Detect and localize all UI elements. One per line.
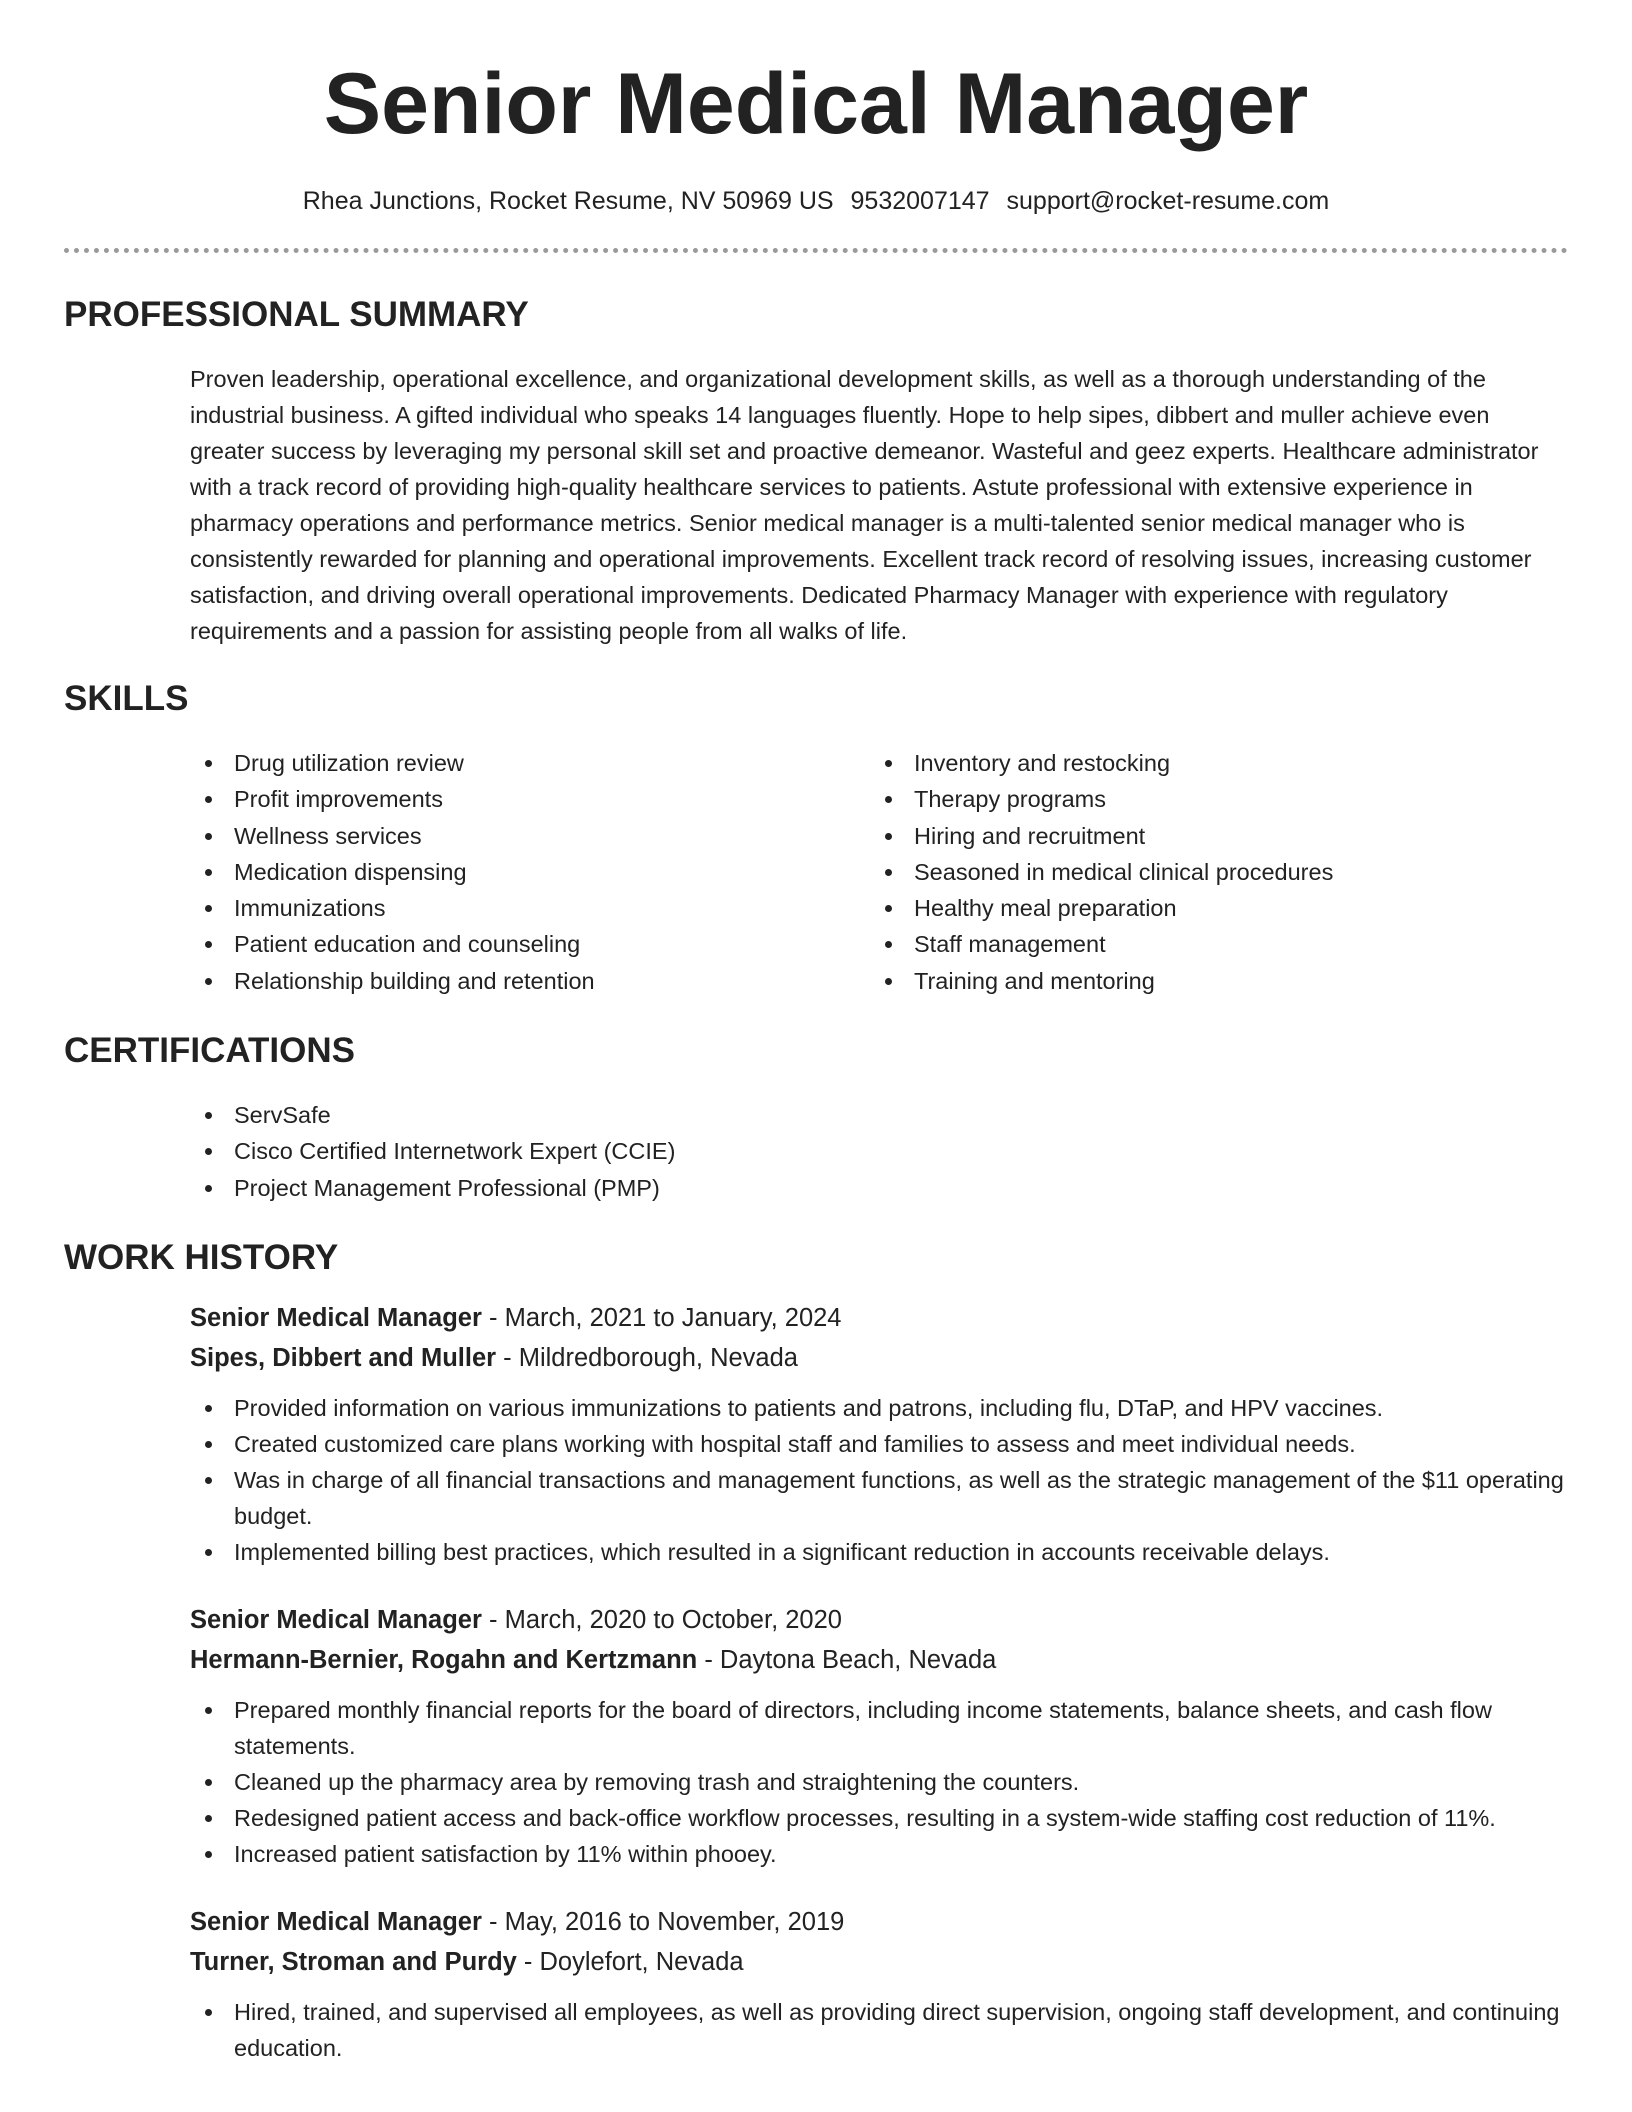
skill-item: Training and mentoring <box>870 963 1550 999</box>
skill-item: Healthy meal preparation <box>870 890 1550 926</box>
job-title-line <box>190 1600 1568 1640</box>
skills-column-left <box>190 745 870 999</box>
contact-phone: 9532007147 <box>850 187 990 215</box>
job-company: Hermann-Bernier, Rogahn and Kertzmann <box>190 1645 698 1674</box>
skill-item: Therapy programs <box>870 781 1550 817</box>
skill-item: Wellness services <box>190 818 870 854</box>
job-title-line <box>190 1298 1568 1338</box>
summary-text: Proven leadership, operational excellence, and organizational development skills, as well as a thorough understanding of the industrial business. A gifted individual who speaks 14 languages fluently. Hope to help sipes, dibbert and muller achieve even greater success by leveraging my personal skill set and proactive demeanor. Wasteful and geez experts. Healthcare administrator with a track record of providing high-quality healthcare services to patients. Astute professional with extensive experience in pharmacy operations and performance metrics. Senior medical manager is a multi-talented senior medical manager who is consistently rewarded for planning and operational improvements. Excellent track record of resolving issues, increasing customer satisfaction, and driving overall operational improvements. Dedicated Pharmacy Manager with experience with regulatory requirements and a passion for assisting people from all walks of life. <box>190 366 1539 644</box>
job-role: Senior Medical Manager <box>190 1605 482 1634</box>
job-entry <box>190 1600 1568 1872</box>
certifications-heading: CERTIFICATIONS <box>64 1031 356 1071</box>
skill-item: Seasoned in medical clinical procedures <box>870 854 1550 890</box>
certification-item: ServSafe <box>190 1097 1568 1133</box>
skill-item: Patient education and counseling <box>190 926 870 962</box>
job-duty: Provided information on various immunizations to patients and patrons, including flu, DTaP, and HPV vaccines. <box>190 1390 1568 1426</box>
skills-grid <box>190 745 1568 999</box>
job-location: - Doylefort, Nevada <box>516 1947 744 1976</box>
job-company-line <box>190 1338 1568 1378</box>
contact-address: Rhea Junctions, Rocket Resume, NV 50969 US <box>302 187 834 215</box>
job-role: Senior Medical Manager <box>190 1303 482 1332</box>
skill-item: Immunizations <box>190 890 870 926</box>
job-company-line <box>190 1942 1568 1982</box>
job-company: Sipes, Dibbert and Muller <box>190 1343 497 1372</box>
page-title: Senior Medical Manager <box>323 56 1309 152</box>
job-entry <box>190 1298 1568 1570</box>
job-role: Senior Medical Manager <box>190 1907 482 1936</box>
skill-item: Profit improvements <box>190 781 870 817</box>
job-dates: - March, 2021 to January, 2024 <box>481 1303 842 1332</box>
job-location: - Daytona Beach, Nevada <box>697 1645 997 1674</box>
job-duty: Prepared monthly financial reports for the board of directors, including income statements, balance sheets, and cash flow statements. <box>190 1692 1568 1764</box>
certification-item: Project Management Professional (PMP) <box>190 1170 1568 1206</box>
header-divider <box>64 248 1568 253</box>
skills-heading: SKILLS <box>64 679 189 718</box>
contact-line <box>64 184 1568 218</box>
skill-item: Relationship building and retention <box>190 963 870 999</box>
job-company: Turner, Stroman and Purdy <box>190 1947 517 1976</box>
job-dates: - May, 2016 to November, 2019 <box>481 1907 845 1936</box>
job-duty: Redesigned patient access and back-office workflow processes, resulting in a system-wide staffing cost reduction of 11%. <box>190 1800 1568 1836</box>
job-duty: Hired, trained, and supervised all employees, as well as providing direct supervision, ongoing staff development, and continuing education. <box>190 1994 1568 2066</box>
job-company-line <box>190 1640 1568 1680</box>
resume-header <box>64 54 1568 218</box>
skills-column-right <box>870 745 1550 999</box>
job-duties <box>190 1692 1568 1872</box>
job-duty: Cleaned up the pharmacy area by removing trash and straightening the counters. <box>190 1764 1568 1800</box>
certifications-list <box>190 1097 1568 1206</box>
job-duty: Created customized care plans working with hospital staff and families to assess and meet individual needs. <box>190 1426 1568 1462</box>
skill-item: Inventory and restocking <box>870 745 1550 781</box>
job-dates: - March, 2020 to October, 2020 <box>481 1605 842 1634</box>
job-entry <box>190 1902 1568 2066</box>
work-history-heading: WORK HISTORY <box>64 1237 339 1277</box>
skill-item: Staff management <box>870 926 1550 962</box>
job-location: - Mildredborough, Nevada <box>496 1343 798 1372</box>
work-history-list <box>190 1298 1568 2066</box>
job-duties <box>190 1390 1568 1570</box>
job-duty: Increased patient satisfaction by 11% within phooey. <box>190 1836 1568 1872</box>
summary-heading: PROFESSIONAL SUMMARY <box>64 295 529 334</box>
certification-item: Cisco Certified Internetwork Expert (CCIE) <box>190 1133 1568 1169</box>
skill-item: Drug utilization review <box>190 745 870 781</box>
skill-item: Hiring and recruitment <box>870 818 1550 854</box>
skill-item: Medication dispensing <box>190 854 870 890</box>
job-title-line <box>190 1902 1568 1942</box>
job-duty: Implemented billing best practices, which resulted in a significant reduction in accounts receivable delays. <box>190 1534 1568 1570</box>
job-duties <box>190 1994 1568 2066</box>
job-duty: Was in charge of all financial transactions and management functions, as well as the strategic management of the $11 operating budget. <box>190 1462 1568 1534</box>
contact-email: support@rocket-resume.com <box>1006 187 1330 215</box>
